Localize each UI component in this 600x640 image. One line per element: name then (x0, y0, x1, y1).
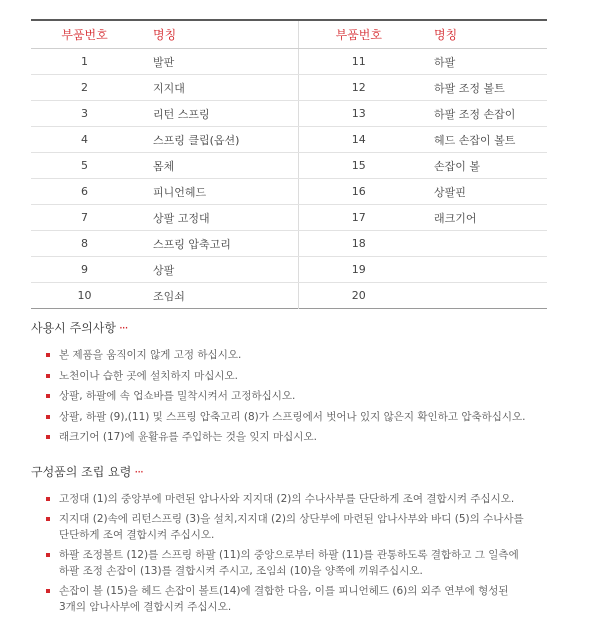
caution-item-text: 노천이나 습한 곳에 설치하지 마십시오. (59, 369, 238, 382)
part-number-right: 13 (298, 101, 419, 127)
parts-table (31, 19, 547, 309)
bullet-icon (46, 374, 50, 378)
part-name-left: 피니언헤드 (138, 179, 298, 205)
caution-item (31, 429, 576, 445)
table-row (31, 205, 547, 231)
bullet-icon (46, 589, 50, 593)
caution-item (31, 409, 576, 425)
part-name-left: 조임쇠 (138, 283, 298, 309)
assembly-item-text: 3개의 암나사부에 결합시켜 주십시오. (59, 601, 232, 613)
part-number-right: 20 (351, 289, 366, 302)
part-name-left: 상팔 (138, 257, 298, 283)
assembly-item-text: 하팔 조정볼트 (12)를 스프링 하팔 (11)의 중앙으로부터 하팔 (11)를 관통하도록 결합하고 그 일측에 (59, 549, 519, 561)
part-name-right (419, 283, 547, 309)
table-row (31, 153, 547, 179)
caution-item-text: 상팔, 하팔 (9),(11) 및 스프링 압축고리 (8)가 스프링에서 벗어나 있지 않은지 확인하고 압축하십시오. (59, 410, 526, 423)
table-row (31, 257, 547, 283)
header-name-left: 명칭 (138, 20, 298, 49)
part-name-left: 몸체 (138, 153, 298, 179)
part-number-right: 15 (298, 153, 419, 179)
part-number-right: 17 (298, 205, 419, 231)
part-name-right: 래크기어 (419, 205, 547, 231)
part-name-right: 하팔 조정 볼트 (419, 75, 547, 101)
caution-title: 사용시 주의사항 (31, 321, 116, 335)
assembly-title: 구성품의 조립 요령 (31, 465, 132, 479)
caution-item (31, 388, 576, 404)
table-row (31, 179, 547, 205)
table-row (31, 231, 547, 257)
assembly-item (31, 491, 576, 507)
part-number-right: 11 (298, 49, 419, 75)
parts-table-body (31, 49, 547, 309)
part-number-right: 18 (298, 231, 419, 257)
assembly-item (31, 511, 576, 543)
assembly-dots: ··· (134, 465, 143, 479)
caution-item-text: 본 제품을 움직이지 않게 고정 하십시오. (59, 349, 242, 361)
part-number-left: 8 (31, 231, 138, 257)
part-number-left: 5 (31, 153, 138, 179)
caution-item (31, 347, 576, 363)
caution-list (31, 347, 576, 445)
assembly-item-text: 하팔 조정 손잡이 (13)를 결합시켜 주시고, 조임쇠 (10)을 양쪽에 끼워주십시오. (59, 565, 423, 577)
part-number-left: 6 (31, 179, 138, 205)
part-name-right: 상팔핀 (419, 179, 547, 205)
bullet-icon (46, 394, 50, 398)
part-number-right: 19 (298, 257, 419, 283)
caution-item (31, 368, 576, 384)
header-name-right: 명칭 (419, 20, 547, 49)
part-number-left: 7 (31, 205, 138, 231)
part-name-left: 스프링 클립(옵션) (138, 127, 298, 153)
part-name-right (419, 257, 547, 283)
header-part-number-right: 부품번호 (298, 20, 419, 49)
assembly-heading (31, 464, 576, 480)
part-number-left: 1 (31, 49, 138, 75)
table-row (31, 75, 547, 101)
assembly-item-text: 단단하게 조여 결합시켜 주십시오. (59, 529, 215, 541)
caution-dots: ··· (118, 321, 128, 335)
part-number-left: 3 (31, 101, 138, 127)
assembly-list (31, 491, 576, 615)
parts-table-header (31, 20, 547, 49)
part-number-left: 2 (31, 75, 138, 101)
part-name-left: 발판 (138, 49, 298, 75)
part-name-right: 손잡이 볼 (419, 153, 547, 179)
part-number-right: 14 (298, 127, 419, 153)
part-name-right (419, 231, 547, 257)
bullet-icon (46, 353, 50, 357)
caution-item-text: 상팔, 하팔에 속 업쇼바를 밀착시켜서 고정하십시오. (59, 390, 296, 402)
part-name-right: 헤드 손잡이 볼트 (419, 127, 547, 153)
part-number-left: 10 (77, 289, 92, 302)
table-row (31, 283, 547, 309)
part-name-left: 지지대 (138, 75, 298, 101)
part-number-right: 12 (298, 75, 419, 101)
table-row (31, 49, 547, 75)
part-name-left: 리턴 스프링 (138, 101, 298, 127)
assembly-item-text: 고정대 (1)의 중앙부에 마련된 암나사와 지지대 (2)의 수나사부를 단단하게 조여 결합시켜 주십시오. (59, 493, 515, 505)
assembly-section (31, 464, 576, 619)
bullet-icon (46, 415, 50, 419)
assembly-item-text: 지지대 (2)속에 리턴스프링 (3)을 설치,지지대 (2)의 상단부에 마련된 암나사부와 바디 (5)의 수나사를 (59, 513, 524, 525)
part-number-left: 9 (31, 257, 138, 283)
part-number-left: 4 (31, 127, 138, 153)
caution-item-text: 래크기어 (17)에 윤활유를 주입하는 것을 잊지 마십시오. (59, 431, 317, 443)
assembly-item-text: 손잡이 볼 (15)을 헤드 손잡이 볼트(14)에 결합한 다음, 이를 피니언헤드 (6)의 외주 연부에 형성된 (59, 585, 509, 597)
caution-section (31, 320, 576, 450)
part-name-right: 하팔 (419, 49, 547, 75)
bullet-icon (46, 517, 50, 521)
assembly-item (31, 547, 576, 579)
table-row (31, 127, 547, 153)
table-row (31, 101, 547, 127)
assembly-item (31, 583, 576, 615)
part-number-right: 16 (298, 179, 419, 205)
bullet-icon (46, 497, 50, 501)
part-name-left: 스프링 압축고리 (138, 231, 298, 257)
bullet-icon (46, 435, 50, 439)
part-name-right: 하팔 조정 손잡이 (419, 101, 547, 127)
part-name-left: 상팔 고정대 (138, 205, 298, 231)
caution-heading (31, 320, 576, 336)
bullet-icon (46, 553, 50, 557)
header-part-number-left: 부품번호 (31, 20, 138, 49)
